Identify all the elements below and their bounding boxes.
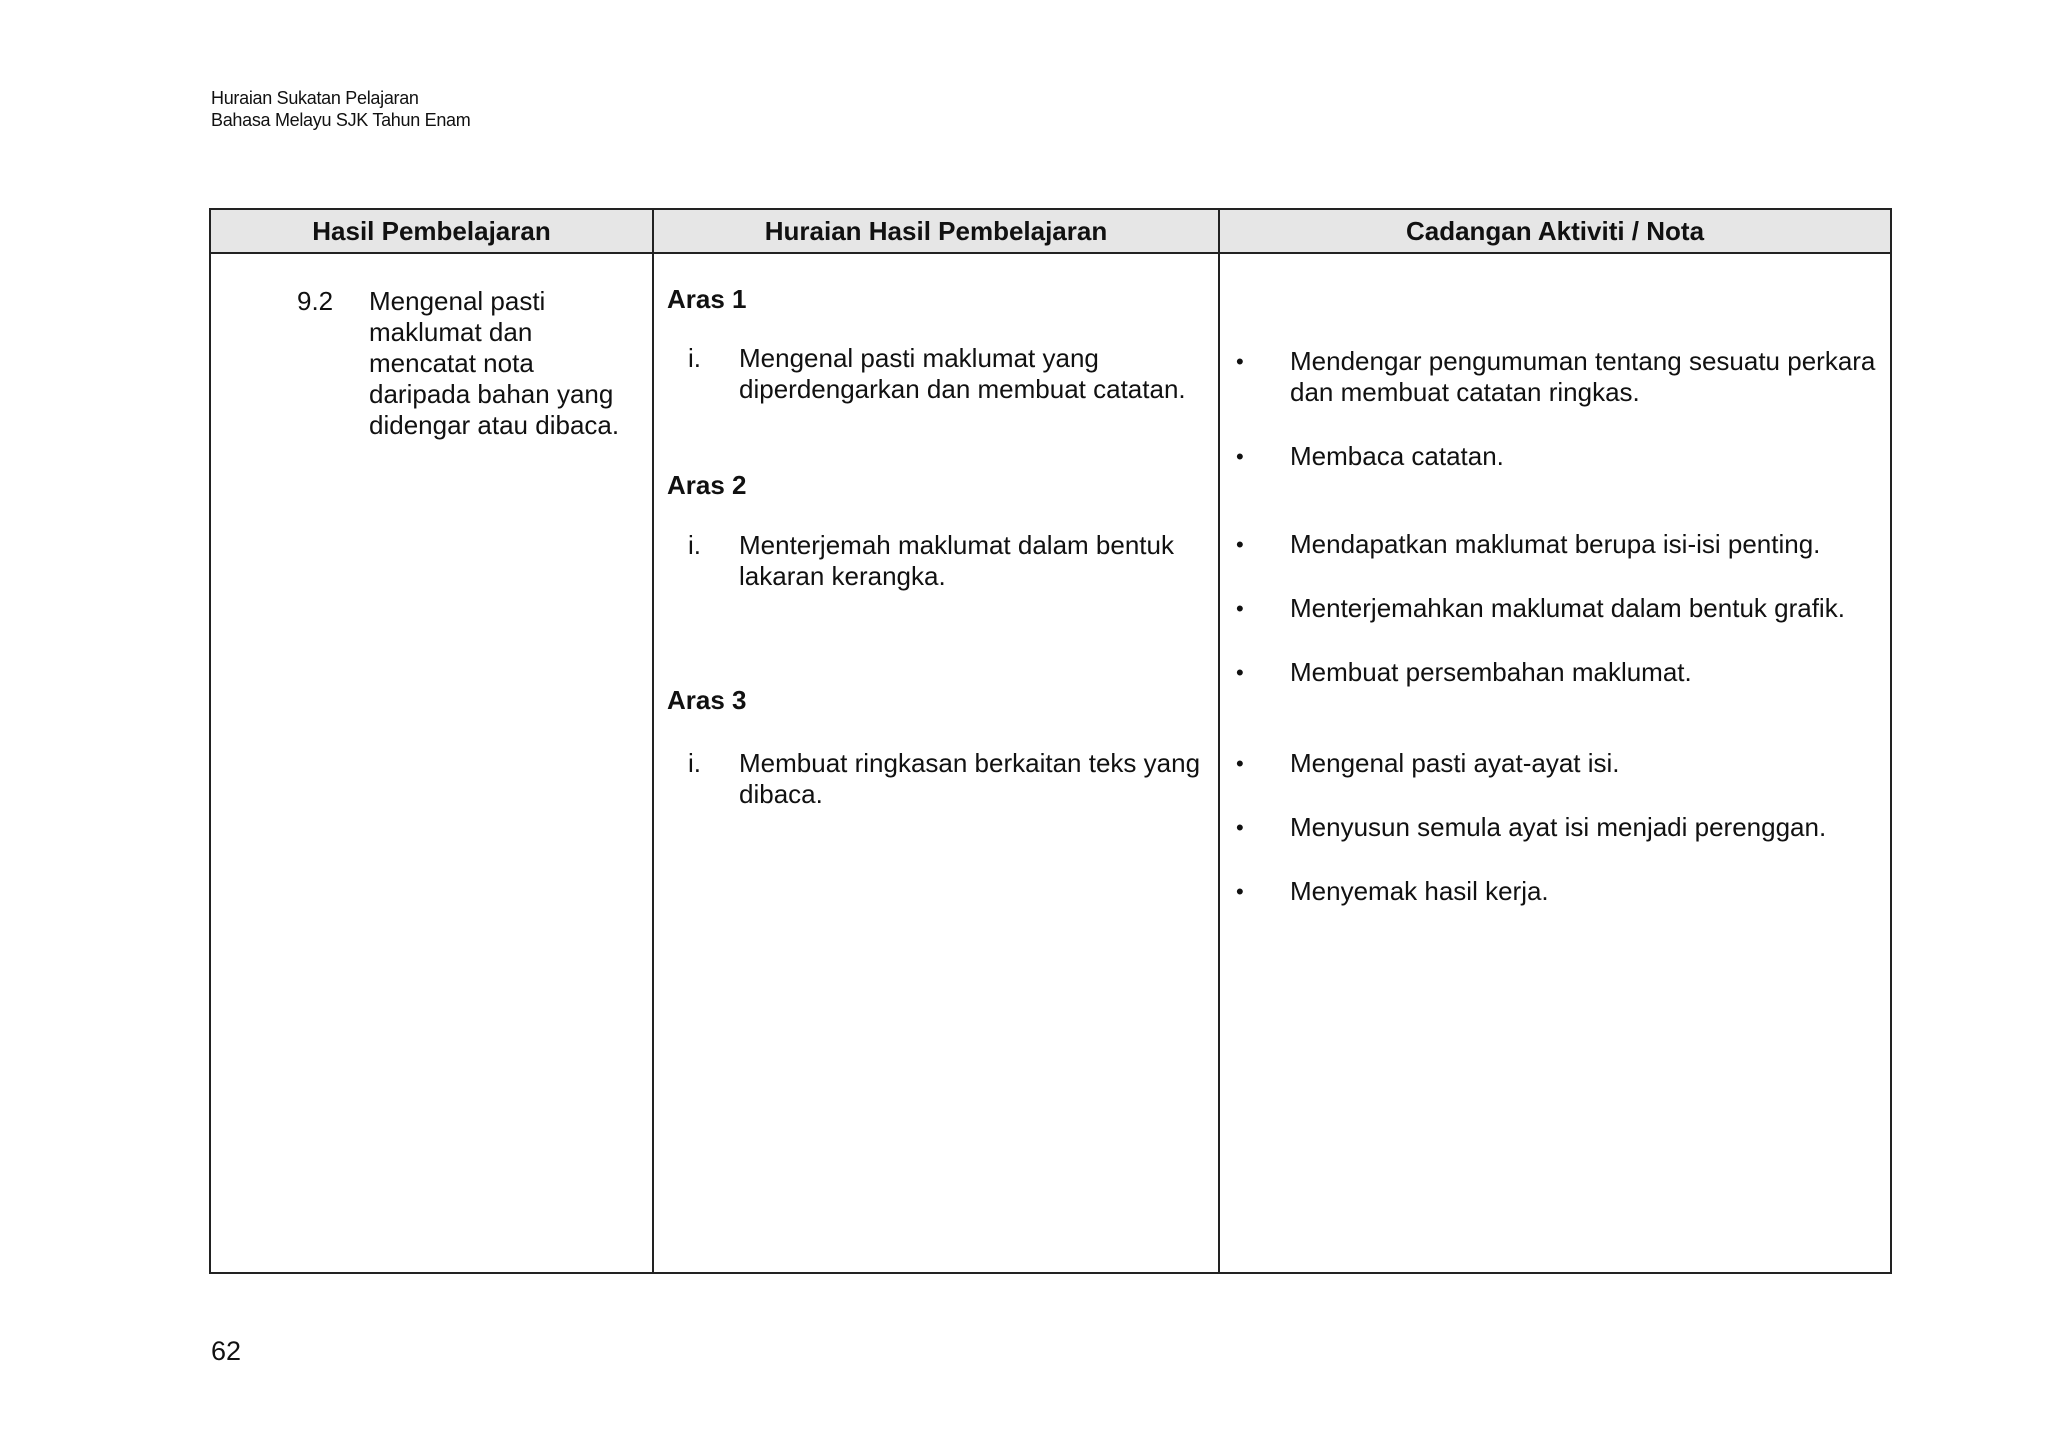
aras-heading: Aras 1 — [667, 284, 747, 314]
page-number: 62 — [211, 1336, 242, 1366]
syllabus-table — [209, 208, 1892, 1274]
activity-text: Mendengar pengumuman tentang sesuatu perkara dan membuat catatan ringkas. — [1290, 346, 1876, 407]
bullet-icon: • — [1236, 444, 1244, 469]
aras-item-number: i. — [688, 343, 701, 373]
aras-item — [688, 530, 1209, 592]
aktiviti-cell — [1219, 253, 1891, 1273]
learning-outcome-text: Mengenal pasti maklumat dan mencatat nota daripada bahan yang didengar atau dibaca. — [369, 286, 620, 440]
table-row — [210, 253, 1891, 1273]
aras-heading: Aras 2 — [667, 470, 747, 500]
activity-text: Menterjemahkan maklumat dalam bentuk grafik. — [1290, 593, 1845, 623]
aras-item-number: i. — [688, 530, 701, 560]
hasil-cell — [210, 253, 653, 1273]
aras-item-text: Membuat ringkasan berkaitan teks yang dibaca. — [739, 748, 1201, 809]
column-header-aktiviti: Cadangan Aktiviti / Nota — [1219, 209, 1891, 253]
activity-text: Membuat persembahan maklumat. — [1290, 657, 1692, 687]
activity-item — [1236, 657, 1890, 688]
activity-text: Mengenal pasti ayat-ayat isi. — [1290, 748, 1620, 778]
activity-item — [1236, 346, 1890, 408]
column-header-huraian: Huraian Hasil Pembelajaran — [653, 209, 1219, 253]
aras-item-text: Menterjemah maklumat dalam bentuk lakaran kerangka. — [739, 530, 1174, 591]
learning-outcome-number: 9.2 — [297, 286, 334, 316]
column-header-hasil: Hasil Pembelajaran — [210, 209, 653, 253]
activity-text: Menyemak hasil kerja. — [1290, 876, 1549, 906]
header-title: Huraian Sukatan Pelajaran — [211, 88, 419, 108]
bullet-icon: • — [1236, 532, 1244, 557]
activity-item — [1236, 593, 1890, 624]
bullet-icon: • — [1236, 879, 1244, 904]
activity-item — [1236, 748, 1890, 779]
learning-outcome — [297, 286, 631, 441]
header-subtitle: Bahasa Melayu SJK Tahun Enam — [211, 110, 471, 130]
activity-item — [1236, 876, 1890, 907]
aras-item-number: i. — [688, 748, 701, 778]
table-header-row — [210, 209, 1891, 253]
activity-text: Menyusun semula ayat isi menjadi perenggan. — [1290, 812, 1827, 842]
bullet-icon: • — [1236, 660, 1244, 685]
huraian-cell — [653, 253, 1219, 1273]
aras-heading: Aras 3 — [667, 685, 747, 715]
activity-item — [1236, 441, 1890, 472]
aras-item-text: Mengenal pasti maklumat yang diperdengarkan dan membuat catatan. — [739, 343, 1186, 404]
bullet-icon: • — [1236, 349, 1244, 374]
bullet-icon: • — [1236, 815, 1244, 840]
document-header — [211, 87, 470, 131]
aras-item — [688, 748, 1209, 810]
activity-text: Membaca catatan. — [1290, 441, 1504, 471]
aras-item — [688, 343, 1209, 405]
activity-item — [1236, 529, 1890, 560]
activity-text: Mendapatkan maklumat berupa isi-isi penting. — [1290, 529, 1821, 559]
bullet-icon: • — [1236, 596, 1244, 621]
bullet-icon: • — [1236, 751, 1244, 776]
activity-item — [1236, 812, 1890, 843]
